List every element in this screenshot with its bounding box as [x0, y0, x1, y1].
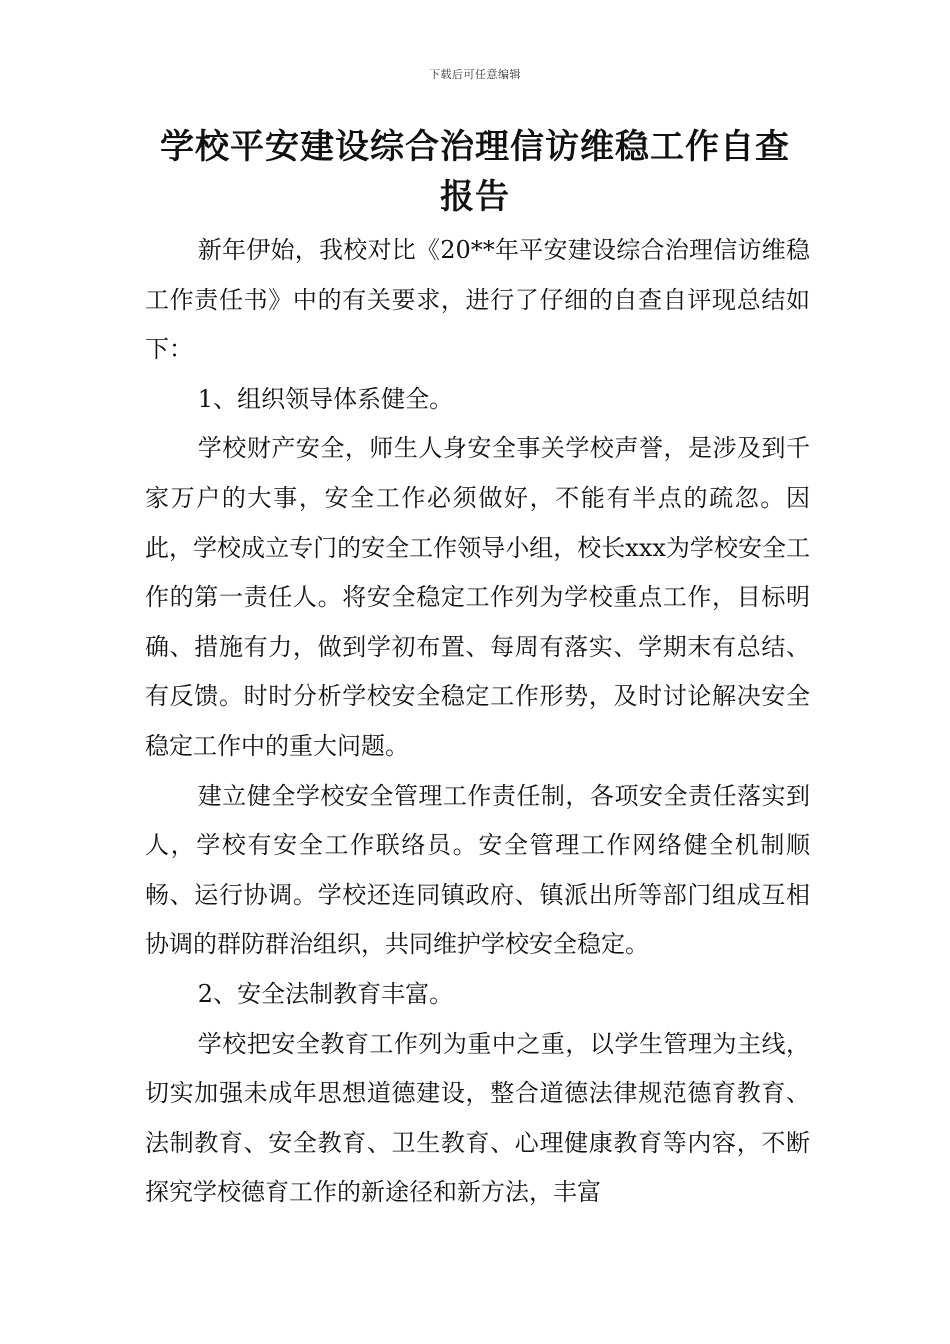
document-title: [140, 122, 810, 222]
paragraph: 建立健全学校安全管理工作责任制，各项安全责任落实到人，学校有安全工作联络员。安全管理工作网络健全机制顺畅、运行协调。学校还连同镇政府、镇派出所等部门组成互相协调的群防群治组织，共同维护学校安全稳定。: [145, 781, 810, 959]
title-line-1: 学校平安建设综合治理信访维稳工作自查: [160, 127, 790, 167]
paragraph-intro: 新年伊始，我校对比《20**年平安建设综合治理信访维稳工作责任书》中的有关要求，进行了仔细的自查自评现总结如下：: [145, 236, 810, 364]
title-line-2: 报告: [440, 177, 510, 217]
header-note: 下载后可任意编辑: [429, 68, 521, 81]
section-heading-2: 2、安全法制教育丰富。: [197, 979, 454, 1008]
paragraph: 学校财产安全，师生人身安全事关学校声誉，是涉及到千家万户的大事，安全工作必须做好，不能有半点的疏忽。因此，学校成立专门的安全工作领导小组，校长xxx为学校安全工作的第一责任人。将安全稳定工作列为学校重点工作，目标明确、措施有力，做到学初布置、每周有落实、学期末有总结、有反馈。时时分析学校安全稳定工作形势，及时讨论解决安全稳定工作中的重大问题。: [145, 434, 810, 760]
paragraph: 学校把安全教育工作列为重中之重，以学生管理为主线，切实加强未成年思想道德建设，整合道德法律规范德育教育、法制教育、安全教育、卫生教育、心理健康教育等内容，不断探究学校德育工作的新途径和新方法，丰富: [145, 1029, 810, 1207]
document-body: [145, 226, 810, 1218]
section-heading-1: 1、组织领导体系健全。: [197, 384, 454, 413]
